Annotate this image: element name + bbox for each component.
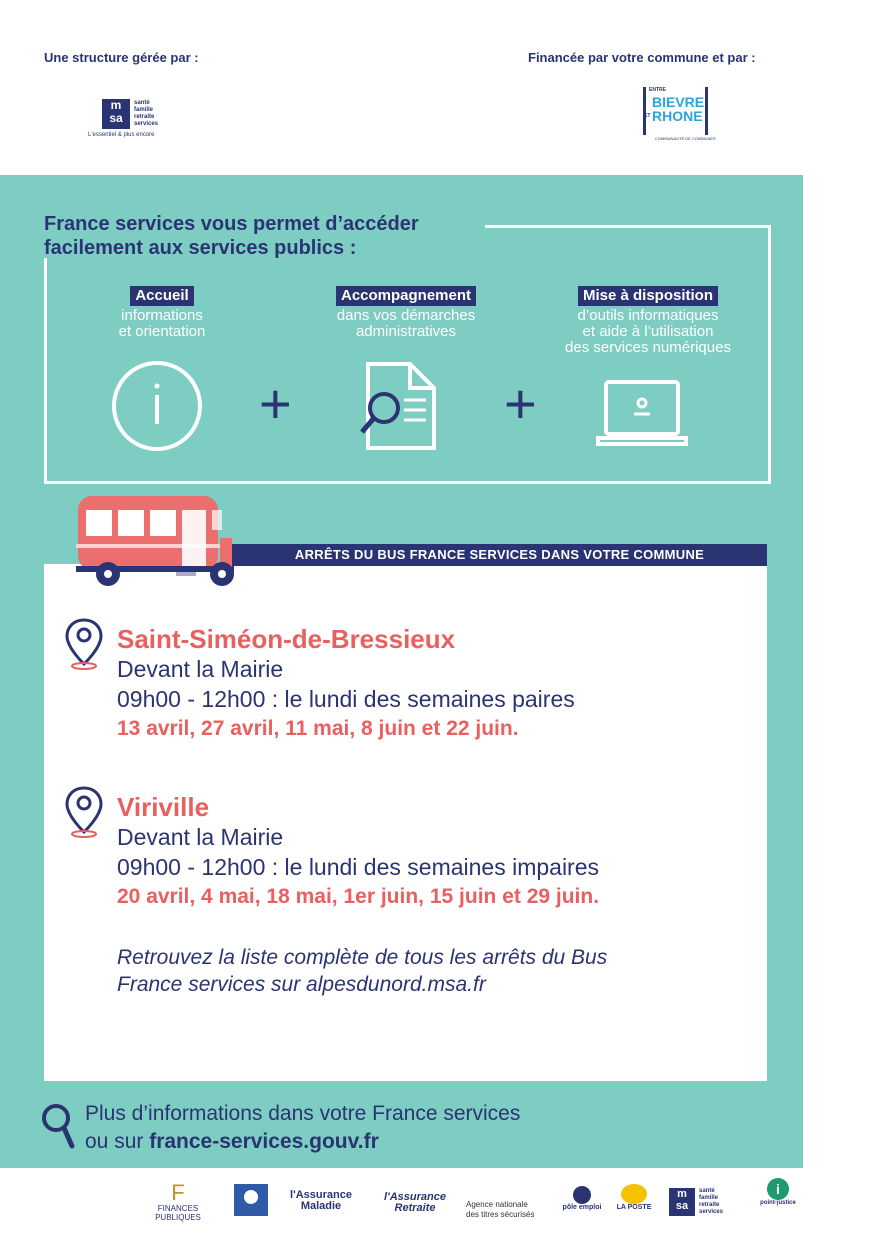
search-icon [40,1102,76,1150]
bus-icon [70,492,236,588]
funded-by-label: Financée par votre commune et par : [528,50,756,65]
republique-francaise-logo [234,1184,268,1216]
stop-place: Devant la Mairie [117,824,284,850]
ebr-logo: ENTRE BIEVRE ET RHONE COMMUNAUTÉ DE COMMUNES [644,87,716,141]
assurance-maladie-logo: l'Assurance Maladie [290,1189,352,1212]
document-search-icon [358,360,440,452]
service-label: Accueil [130,286,193,306]
map-pin-icon [62,784,106,840]
service-label: Mise à disposition [578,286,718,306]
service-label: Accompagnement [336,286,476,306]
point-justice-logo: i point-justice [760,1178,796,1206]
service-accompagnement: Accompagnement dans vos démarches administratives [336,287,476,340]
service-mise-a-disposition: Mise à disposition d’outils informatiques et aide à l’utilisation des services numériques [565,287,731,356]
bus-stops-banner: ARRÊTS DU BUS FRANCE SERVICES DANS VOTRE COMMUNE [232,544,767,566]
more-info: Plus d’informations dans votre France services ou sur france-services.gouv.fr [85,1102,521,1153]
stop-1 [117,624,575,744]
managed-by-label: Une structure gérée par : [44,50,199,65]
stop-town: Viriville [117,792,210,822]
laptop-icon [596,378,688,448]
closing-note: Retrouvez la liste complète de tous les arrêts du Bus France services sur alpesdunord.msa.fr [117,946,608,996]
finances-publiques-logo: F FINANCES PUBLIQUES [155,1180,201,1222]
stop-dates: 13 avril, 27 avril, 11 mai, 8 juin et 22 juin. [117,717,519,740]
stop-2 [117,792,599,912]
stop-place: Devant la Mairie [117,656,284,682]
msa-logo: m sa santé famille retraite services L'essentiel & plus encore [88,98,159,138]
intro-title: France services vous permet d’accéder facilement aux services publics : [44,213,419,259]
service-accueil: Accueil informations et orientation [118,287,206,340]
plus-sign: + [504,372,537,435]
stop-hours: 09h00 - 12h00 : le lundi des semaines impaires [117,854,600,880]
la-poste-logo: LA POSTE [612,1184,656,1211]
stop-town: Saint-Siméon-de-Bressieux [117,624,456,654]
ants-logo: Agence nationale des titres sécurisés [466,1200,535,1219]
info-icon [110,361,204,451]
pole-emploi-logo: pôle emploi [562,1186,602,1211]
assurance-retraite-logo: l'Assurance Retraite [384,1191,446,1214]
map-pin-icon [62,616,106,672]
stop-hours: 09h00 - 12h00 : le lundi des semaines paires [117,686,575,712]
plus-sign: + [259,372,292,435]
stop-dates: 20 avril, 4 mai, 18 mai, 1er juin, 15 juin et 29 juin. [117,885,600,908]
msa-footer-logo: m sa santé famille retraite services [669,1188,731,1218]
france-services-link[interactable]: france-services.gouv.fr [149,1130,379,1153]
